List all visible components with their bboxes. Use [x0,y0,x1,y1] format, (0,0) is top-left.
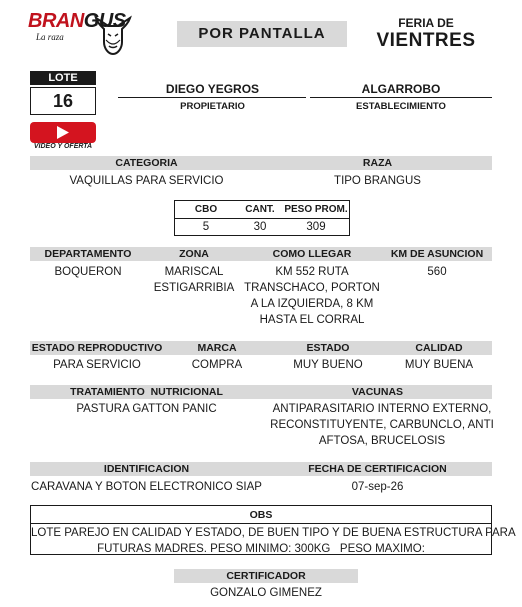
feria-line1: FERIA DE [398,16,454,30]
como-llegar-line: A LA IZQUIERDA, 8 KM [250,298,374,310]
establishment-rule [310,97,492,98]
departamento-value: BOQUERON [54,266,122,278]
categoria-value: VAQUILLAS PARA SERVICIO [69,175,224,187]
feria-title [366,16,486,52]
counts-value-cant: 30 [253,221,267,233]
brangus-logo [28,10,128,56]
zona-value [146,264,242,296]
como-llegar-line: KM 552 RUTA [275,266,349,278]
por-pantalla-banner: POR PANTALLA [177,21,347,47]
counts-value-peso: 309 [306,221,326,233]
vacunas-line: AFTOSA, BRUCELOSIS [318,435,446,447]
counts-divider [175,218,349,219]
categoria-header: CATEGORIA [30,156,263,170]
estado-reproductivo-value: PARA SERVICIO [53,359,141,371]
obs-line: FUTURAS MADRES. PESO MINIMO: 300KG PESO MAXIMO: [97,543,425,555]
tratamiento-value: PASTURA GATTON PANIC [76,403,217,415]
owner-rule [118,97,306,98]
counts-value-cbo: 5 [202,221,210,233]
video-label: VIDEO Y OFERTA [33,143,93,150]
estado-header: ESTADO [270,341,386,355]
vacunas-line: ANTIPARASITARIO INTERNO EXTERNO, [272,403,492,415]
obs-text [31,525,516,557]
lote-number: 16 [30,87,96,115]
feria-line2: VIENTRES [376,30,476,51]
departamento-header: DEPARTAMENTO [30,247,146,261]
certificador-value: GONZALO GIMENEZ [210,587,322,599]
raza-value: TIPO BRANGUS [334,175,421,187]
vacunas-line: RECONSTITUYENTE, CARBUNCLO, ANTI [270,419,494,431]
obs-divider [31,523,491,524]
vacunas-header: VACUNAS [263,385,492,399]
counts-header-cbo: CBO [194,204,218,215]
estado-reproductivo-header: ESTADO REPRODUCTIVO [31,342,163,354]
estado-value: MUY BUENO [293,359,363,371]
identificacion-value: CARAVANA Y BOTON ELECTRONICO SIAP [31,481,262,493]
calidad-value: MUY BUENA [404,359,474,371]
establishment-name: ALGARROBO [361,82,441,96]
como-llegar-header: COMO LLEGAR [242,247,382,261]
como-llegar-value [236,264,388,328]
km-asuncion-value: 560 [427,266,447,278]
km-asuncion-header: KM DE ASUNCION [382,247,492,261]
play-icon [56,126,70,139]
marca-header: MARCA [164,341,270,355]
marca-value: COMPRA [191,359,243,371]
obs-line: LOTE PAREJO EN CALIDAD Y ESTADO, DE BUEN TIPO Y DE BUENA ESTRUCTURA PARA [31,527,516,539]
calidad-header: CALIDAD [386,341,492,355]
zona-line: MARISCAL [164,266,224,278]
certificador-header: CERTIFICADOR [174,569,358,583]
logo-tagline: La raza [36,32,64,42]
owner-name: DIEGO YEGROS [165,82,260,96]
zona-header: ZONA [146,247,242,261]
raza-header: RAZA [263,156,492,170]
establishment-label: ESTABLECIMIENTO [356,101,446,112]
counts-header-cant: CANT. [245,204,275,215]
logo-brand-dark: GUS [83,10,126,32]
certificacion-header: FECHA DE CERTIFICACION [263,462,492,476]
vacunas-value [263,401,501,449]
obs-box [30,505,516,555]
identificacion-header: IDENTIFICACION [30,462,263,476]
video-button[interactable] [30,122,96,143]
obs-title: OBS [249,509,273,521]
tratamiento-header: TRATAMIENTO NUTRICIONAL [30,385,263,399]
counts-table [174,200,350,236]
zona-line: ESTIGARRIBIA [153,282,235,294]
como-llegar-line: TRANSCHACO, PORTON [244,282,380,294]
certificacion-value: 07-sep-26 [351,481,404,493]
bull-head-icon [94,12,132,56]
como-llegar-line: HASTA EL CORRAL [259,314,365,326]
counts-header-peso: PESO PROM. [284,204,348,215]
logo-brand-red: BRAN [28,10,84,32]
owner-label: PROPIETARIO [180,101,245,112]
lote-label: LOTE [30,71,96,85]
